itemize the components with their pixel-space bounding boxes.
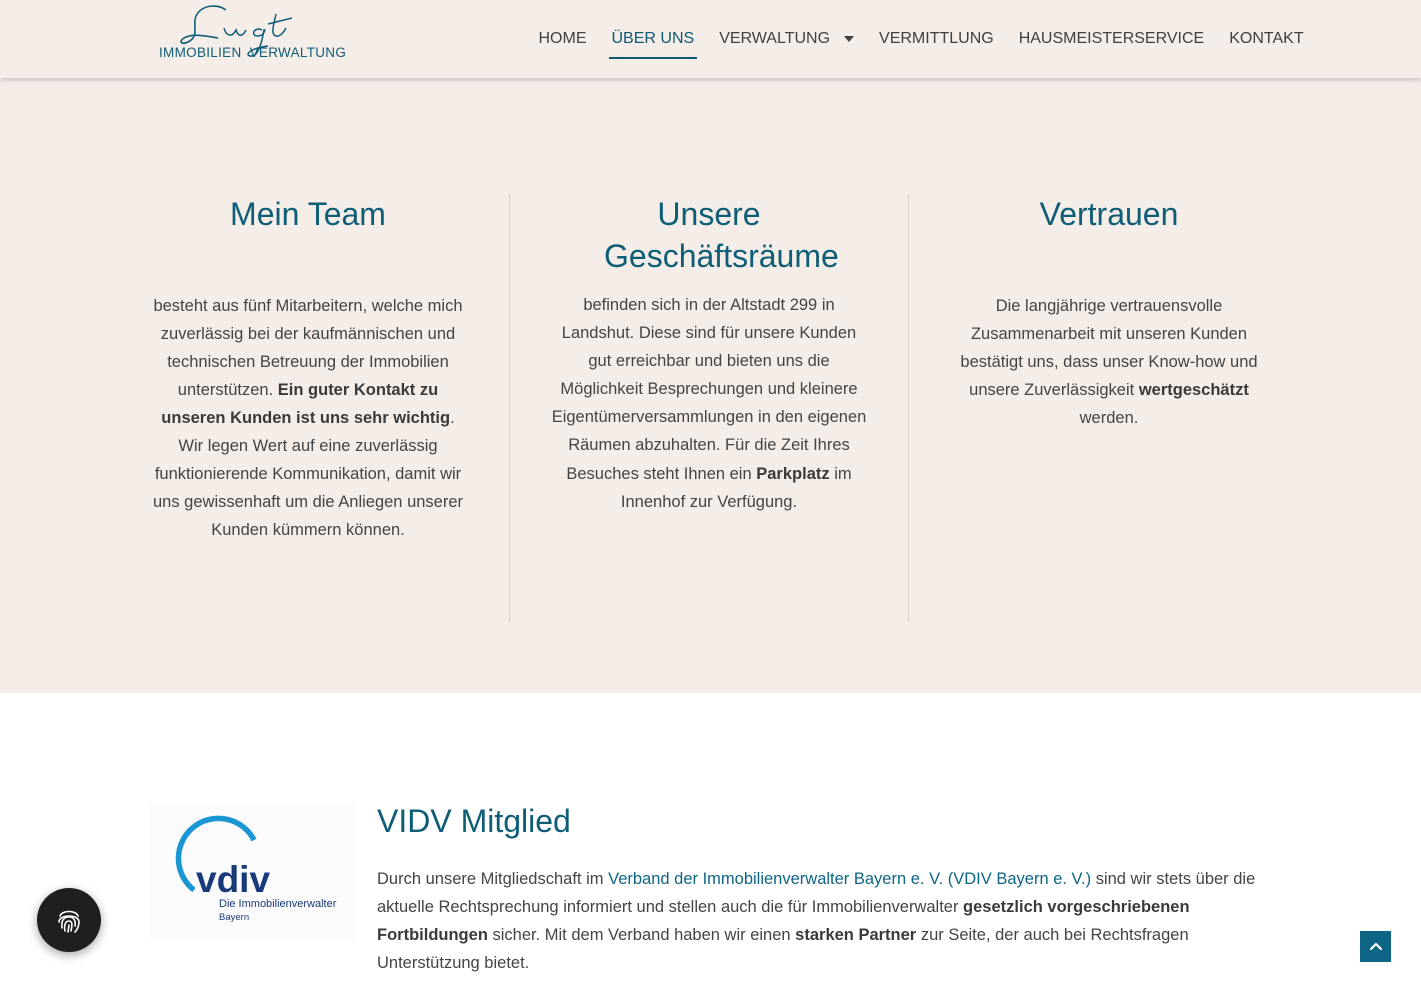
feature-vertrauen — [949, 194, 1269, 432]
feature-title: Unsere Geschäftsräume — [604, 196, 839, 274]
feature-title: Mein Team — [230, 196, 386, 232]
dropdown-caret-icon[interactable] — [844, 36, 854, 42]
nav-home[interactable]: HOME — [538, 30, 587, 47]
privacy-fingerprint-button[interactable] — [37, 888, 101, 952]
feature-title: Vertrauen — [1039, 196, 1179, 232]
vdiv-link[interactable]: Verband der Immobilienverwalter Bayern e. V. (VDIV Bayern e. V.) — [608, 870, 1092, 888]
vdiv-text: Durch unsere Mitgliedschaft im Verband der Immobilienverwalter Bayern e. V. (VDIV Bayern e. V.) sind wir stets über die aktuelle Rechtsprechung informiert und stellen auch die für Immobilienverwalter gesetzlich vorgeschriebenen Fortbildungen sicher. Mit dem Verband haben wir einen starken Partner zur Seite, der auch bei Rechtsfragen Unterstützung bietet. — [377, 870, 1256, 973]
company-logo[interactable] — [158, 2, 347, 64]
vdiv-title: VIDV Mitglied — [377, 803, 571, 839]
vdiv-logo-sub: Die Immobilienverwalter — [219, 898, 337, 910]
feature-text: Die langjährige vertrauensvolle Zusammenarbeit mit unseren Kunden bestätigt uns, dass unser Know-how und unsere Zuverlässigkeit wertgeschätzt werden. — [960, 296, 1258, 427]
vdiv-logo-region: Bayern — [219, 912, 250, 923]
logo-wordmark: IMMOBILIEN VERWALTUNG — [159, 45, 347, 60]
nav-ueber-uns[interactable]: ÜBER UNS — [599, 0, 707, 78]
vdiv-logo — [150, 804, 356, 938]
nav-hausmeisterservice[interactable]: HAUSMEISTERSERVICE — [1018, 30, 1205, 47]
features-section — [0, 78, 1421, 693]
scroll-to-top-button[interactable] — [1360, 931, 1391, 962]
site-header — [0, 0, 1421, 78]
feature-text: besteht aus fünf Mitarbeitern, welche mich zuverlässig bei der kaufmännischen und technischen Betreuung der Immobilien unterstützen. Ein guter Kontakt zu unseren Kunden ist uns sehr wichtig. Wir legen Wert auf eine zuverlässig funktionierende Kommunikation, damit wir uns gewissenhaft um die Anliegen unserer Kunden kümmern können. — [152, 296, 464, 540]
vdiv-logo-graphic — [150, 804, 356, 938]
vdiv-logo-word: vdiv — [196, 859, 271, 900]
column-divider — [509, 194, 510, 622]
feature-team — [148, 194, 468, 544]
feature-text: befinden sich in der Altstadt 299 in Landshut. Diese sind für unsere Kunden gut erreichbar und bieten uns die Möglichkeit Besprechungen und kleinere Eigentümerversammlungen in den eigenen Räumen abzuhalten. Für die Zeit Ihres Besuches steht Ihnen ein Parkplatz im Innenhof zur Verfügung. — [551, 296, 867, 511]
chevron-up-icon — [1368, 939, 1384, 955]
column-divider — [908, 194, 909, 622]
main-nav — [526, 0, 1316, 78]
feature-geschaeftsraeume — [549, 194, 869, 516]
nav-kontakt[interactable]: KONTAKT — [1229, 30, 1304, 47]
nav-verwaltung[interactable]: VERWALTUNG — [707, 0, 867, 78]
fingerprint-icon — [53, 904, 85, 936]
nav-vermittlung[interactable]: VERMITTLUNG — [879, 30, 994, 47]
